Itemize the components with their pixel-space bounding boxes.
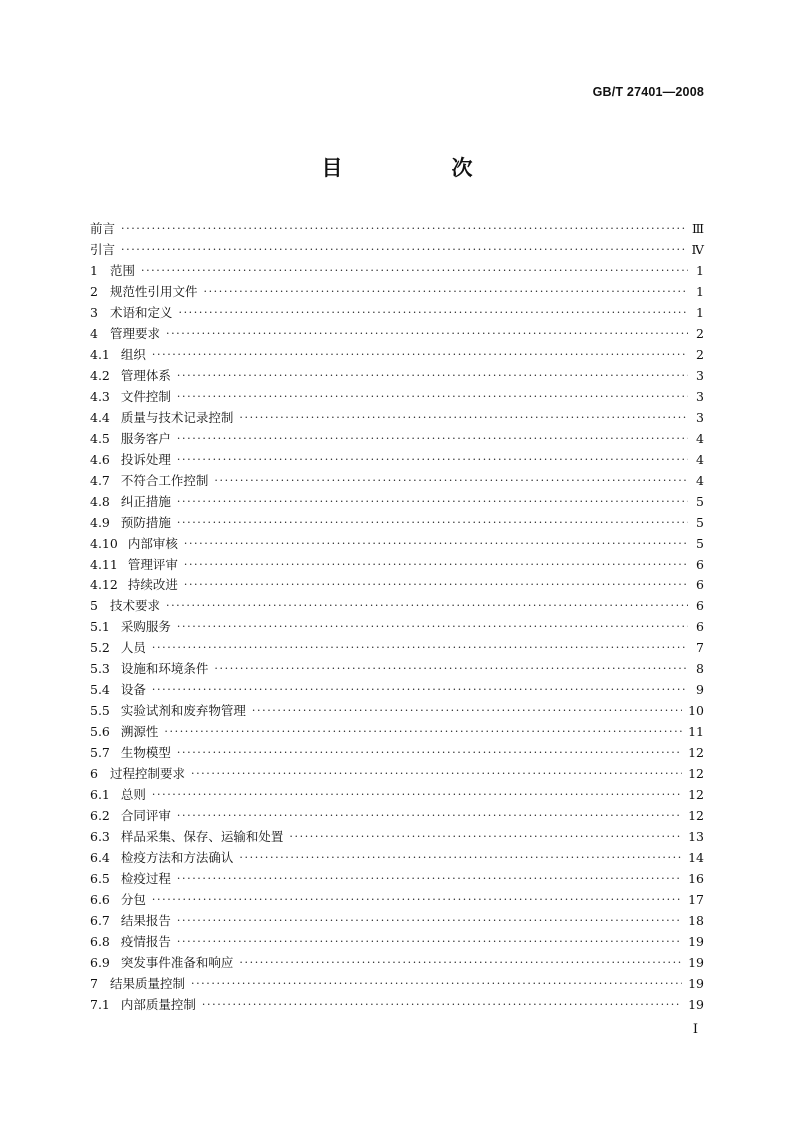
toc-entry-label: 溯源性 (120, 724, 159, 740)
toc-entry-number: 4.1 (90, 346, 110, 362)
toc-entry-label: 分包 (120, 892, 146, 907)
toc-entry-label: 人员 (120, 640, 146, 656)
toc-entry-number: 7.1 (90, 996, 110, 1012)
toc-leader-dots (177, 617, 688, 638)
toc-entry-number: 5.5 (90, 703, 110, 719)
toc-entry-label: 范围 (109, 262, 135, 278)
toc-leader-dots (152, 680, 688, 701)
toc-entry-page: 4 (696, 430, 704, 446)
toc-leader-dots (141, 261, 688, 282)
toc-entry-number: 6.4 (90, 850, 110, 866)
toc-entry-number: 4.12 (90, 577, 118, 593)
toc-entry-label: 引言 (90, 241, 116, 257)
toc-entry-page: 4 (696, 472, 704, 488)
toc-entry-label: 前言 (90, 221, 116, 236)
toc-entry-page: 19 (688, 975, 704, 991)
toc-leader-dots (177, 743, 682, 764)
toc-leader-dots (239, 848, 682, 869)
toc-entry[interactable] (90, 743, 704, 764)
toc-entry[interactable] (90, 680, 704, 701)
toc-entry-page: 19 (688, 996, 704, 1012)
toc-entry-page: 5 (696, 493, 704, 509)
toc-entry-number: 6.3 (90, 829, 110, 845)
toc-entry[interactable] (90, 617, 704, 638)
toc-entry-label: 技术要求 (109, 598, 160, 614)
toc-entry-label: 生物模型 (120, 745, 171, 761)
toc-entry[interactable] (90, 450, 704, 471)
toc-entry[interactable] (90, 722, 704, 743)
toc-entry-number: 4.9 (90, 514, 110, 530)
toc-entry-page: 12 (688, 808, 704, 824)
toc-entry-page: 7 (696, 640, 704, 656)
toc-entry-page: 17 (688, 892, 704, 907)
toc-entry-label: 文件控制 (120, 388, 171, 404)
toc-entry-page: 5 (696, 514, 704, 530)
toc-entry-page: 2 (696, 346, 704, 362)
toc-entry[interactable] (90, 219, 704, 240)
page-number: Ⅰ (692, 1022, 698, 1037)
toc-entry-label: 管理评审 (127, 556, 178, 572)
toc-entry-page: 4 (696, 451, 704, 467)
toc-entry-label: 采购服务 (120, 619, 171, 635)
toc-entry-number: 4 (90, 325, 98, 341)
toc-entry-number: 4.11 (90, 556, 118, 572)
toc-entry-number: 6.8 (90, 933, 110, 949)
toc-entry-page: 16 (688, 871, 704, 887)
toc-entry-label: 持续改进 (127, 577, 178, 593)
toc-entry-page: 1 (696, 304, 704, 320)
toc-entry[interactable] (90, 638, 704, 659)
toc-entry[interactable] (90, 596, 704, 617)
toc-leader-dots (214, 659, 688, 680)
toc-leader-dots (191, 974, 682, 995)
toc-entry[interactable] (90, 387, 704, 408)
toc-leader-dots (177, 387, 688, 408)
page-title: 目 次 (321, 156, 517, 180)
toc-entry-page: 12 (688, 745, 704, 761)
toc-entry-label: 突发事件准备和响应 (120, 954, 234, 970)
toc-entry[interactable] (90, 890, 704, 911)
toc-leader-dots (152, 345, 688, 366)
toc-entry[interactable] (90, 974, 704, 995)
table-of-contents (90, 219, 704, 1016)
toc-entry-label: 设备 (120, 682, 146, 698)
toc-entry-label: 管理要求 (109, 325, 160, 341)
toc-entry[interactable] (90, 995, 704, 1016)
toc-entry[interactable] (90, 408, 704, 429)
toc-entry[interactable] (90, 806, 704, 827)
toc-entry-page: 1 (696, 262, 704, 278)
toc-entry-number: 2 (90, 283, 98, 299)
toc-leader-dots (177, 806, 682, 827)
toc-entry-label: 服务客户 (120, 430, 171, 446)
toc-leader-dots (239, 408, 688, 429)
toc-entry-label: 内部审核 (127, 535, 178, 551)
toc-entry-label: 质量与技术记录控制 (120, 409, 234, 425)
toc-entry-label: 结果质量控制 (109, 975, 185, 991)
toc-entry-label: 疫情报告 (120, 933, 171, 949)
toc-entry-page: 6 (696, 556, 704, 572)
toc-entry-number: 4.2 (90, 367, 110, 383)
toc-entry[interactable] (90, 303, 704, 324)
toc-leader-dots (177, 492, 688, 513)
toc-entry-number: 4.10 (90, 535, 118, 551)
toc-entry-number: 7 (90, 975, 98, 991)
toc-entry-number: 5 (90, 598, 98, 614)
toc-entry-label: 组织 (120, 346, 146, 362)
toc-leader-dots (184, 534, 688, 555)
toc-entry[interactable] (90, 492, 704, 513)
toc-entry-label: 内部质量控制 (120, 996, 196, 1012)
toc-entry-label: 规范性引用文件 (109, 283, 198, 299)
toc-entry-number: 6.1 (90, 787, 110, 803)
toc-leader-dots (184, 555, 688, 576)
toc-leader-dots (177, 513, 688, 534)
toc-entry[interactable] (90, 471, 704, 492)
toc-entry[interactable] (90, 324, 704, 345)
toc-entry-number: 6.9 (90, 954, 110, 970)
toc-entry[interactable] (90, 261, 704, 282)
toc-entry-page: 6 (696, 598, 704, 614)
toc-leader-dots (152, 785, 682, 806)
toc-entry[interactable] (90, 764, 704, 785)
toc-entry-number: 4.7 (90, 472, 110, 488)
toc-leader-dots (177, 450, 688, 471)
toc-entry-page: 5 (696, 535, 704, 551)
toc-entry-number: 6.2 (90, 808, 110, 824)
toc-entry[interactable] (90, 869, 704, 890)
toc-entry[interactable] (90, 701, 704, 722)
toc-leader-dots (177, 932, 682, 953)
toc-entry[interactable] (90, 932, 704, 953)
toc-entry-page: Ⅳ (691, 241, 704, 257)
toc-leader-dots (177, 911, 682, 932)
toc-leader-dots (202, 995, 682, 1016)
toc-entry[interactable] (90, 911, 704, 932)
toc-entry[interactable] (90, 366, 704, 387)
toc-leader-dots (177, 429, 688, 450)
toc-entry[interactable] (90, 827, 704, 848)
toc-leader-dots (184, 575, 688, 596)
toc-entry-page: 3 (696, 367, 704, 383)
toc-entry-number: 1 (90, 262, 98, 278)
toc-entry-label: 设施和环境条件 (120, 661, 209, 677)
toc-entry-number: 4.4 (90, 409, 110, 425)
toc-leader-dots (191, 764, 682, 785)
toc-entry-label: 总则 (120, 787, 146, 803)
toc-leader-dots (177, 366, 688, 387)
toc-entry-number: 3 (90, 304, 98, 320)
toc-entry-label: 样品采集、保存、运输和处置 (120, 829, 284, 845)
toc-entry-number: 6.7 (90, 912, 110, 928)
toc-leader-dots (214, 471, 688, 492)
toc-leader-dots (164, 722, 682, 743)
toc-entry[interactable] (90, 513, 704, 534)
toc-entry-page: 12 (688, 787, 704, 803)
toc-entry-number: 5.1 (90, 619, 110, 635)
toc-leader-dots (177, 869, 682, 890)
toc-entry-label: 过程控制要求 (109, 766, 185, 782)
toc-entry[interactable] (90, 345, 704, 366)
toc-entry-page: 8 (696, 661, 704, 677)
toc-leader-dots (252, 701, 682, 722)
toc-entry-page: 12 (688, 766, 704, 782)
toc-entry-page: 18 (688, 912, 704, 928)
toc-entry-number: 5.6 (90, 724, 110, 740)
toc-entry-number: 5.3 (90, 661, 110, 677)
toc-entry-number: 6.6 (90, 892, 110, 907)
toc-entry-page: 3 (696, 409, 704, 425)
toc-entry-number: 6 (90, 766, 98, 782)
toc-entry-label: 实验试剂和废弃物管理 (120, 703, 246, 719)
toc-entry-number: 4.5 (90, 430, 110, 446)
toc-entry[interactable] (90, 429, 704, 450)
toc-entry-page: 19 (688, 954, 704, 970)
toc-entry-page: Ⅲ (691, 221, 704, 236)
toc-leader-dots (166, 596, 688, 617)
toc-entry[interactable] (90, 953, 704, 974)
standard-code: GB/T 27401—2008 (592, 85, 704, 99)
toc-entry-page: 6 (696, 577, 704, 593)
toc-entry-label: 术语和定义 (109, 304, 173, 320)
toc-entry-number: 4.3 (90, 388, 110, 404)
toc-entry-label: 预防措施 (120, 514, 171, 530)
toc-entry-label: 合同评审 (120, 808, 171, 824)
toc-entry-page: 6 (696, 619, 704, 635)
toc-leader-dots (152, 638, 688, 659)
toc-entry-page: 2 (696, 325, 704, 341)
toc-entry-label: 检疫方法和方法确认 (120, 850, 234, 866)
toc-entry-label: 纠正措施 (120, 493, 171, 509)
toc-entry-page: 14 (688, 850, 704, 866)
toc-entry-number: 5.7 (90, 745, 110, 761)
toc-leader-dots (121, 219, 686, 240)
toc-entry-number: 4.6 (90, 451, 110, 467)
toc-leader-dots (152, 890, 682, 911)
toc-entry-label: 管理体系 (120, 367, 171, 383)
toc-leader-dots (166, 324, 688, 345)
toc-entry-number: 5.2 (90, 640, 110, 656)
toc-leader-dots (289, 827, 682, 848)
toc-entry-number: 5.4 (90, 682, 110, 698)
toc-entry-page: 11 (688, 724, 704, 740)
toc-leader-dots (178, 303, 688, 324)
toc-leader-dots (239, 953, 682, 974)
toc-entry[interactable] (90, 282, 704, 303)
toc-entry-label: 投诉处理 (120, 451, 171, 467)
toc-entry[interactable] (90, 659, 704, 680)
toc-leader-dots (121, 240, 685, 261)
toc-entry[interactable] (90, 848, 704, 869)
toc-entry[interactable] (90, 240, 704, 261)
toc-entry-page: 3 (696, 388, 704, 404)
toc-entry-page: 9 (696, 682, 704, 698)
toc-entry-page: 10 (688, 703, 704, 719)
toc-entry-number: 6.5 (90, 871, 110, 887)
toc-entry-label: 不符合工作控制 (120, 472, 209, 488)
toc-leader-dots (203, 282, 688, 303)
toc-entry[interactable] (90, 555, 704, 576)
toc-entry-page: 19 (688, 933, 704, 949)
toc-entry-label: 结果报告 (120, 912, 171, 928)
toc-entry[interactable] (90, 575, 704, 596)
toc-entry-page: 13 (688, 829, 704, 845)
toc-entry-label: 检疫过程 (120, 871, 171, 887)
toc-entry[interactable] (90, 785, 704, 806)
toc-entry-number: 4.8 (90, 493, 110, 509)
toc-entry-page: 1 (696, 283, 704, 299)
toc-entry[interactable] (90, 534, 704, 555)
